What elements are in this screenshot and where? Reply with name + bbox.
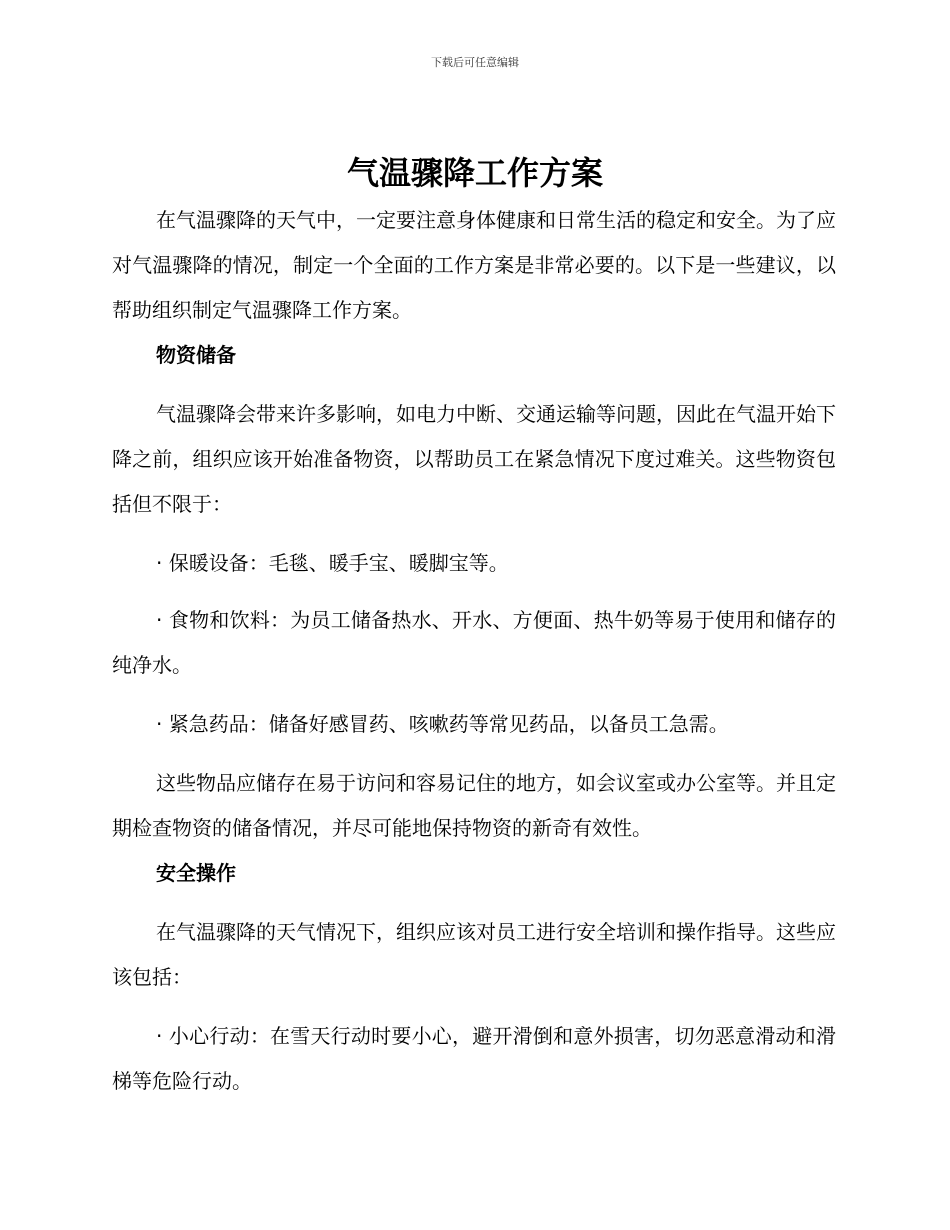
supplies-bullet-medicine: · 紧急药品：储备好感冒药、咳嗽药等常见药品，以备员工急需。 [156,712,729,736]
supplies-bullet-food: · 食物和饮料：为员工储备热水、开水、方便面、热牛奶等易于使用和储存的纯净水。 [112,608,836,677]
supplies-bullet-warmth: · 保暖设备：毛毯、暖手宝、暖脚宝等。 [156,551,509,575]
safety-bullet-careful: · 小心行动：在雪天行动时要小心，避开滑倒和意外损害，切勿恶意滑动和滑梯等危险行动。 [112,1024,836,1093]
document-title: 气温骤降工作方案 [346,154,603,192]
supplies-storage-paragraph: 这些物品应储存在易于访问和容易记住的地方，如会议室或办公室等。并且定期检查物资的储备情况，并尽可能地保持物资的新奇有效性。 [112,771,836,840]
supplies-paragraph: 气温骤降会带来许多影响，如电力中断、交通运输等问题，因此在气温开始下降之前，组织应该开始准备物资，以帮助员工在紧急情况下度过难关。这些物资包括但不限于： [112,402,836,516]
section-heading-supplies: 物资储备 [156,343,236,367]
document-body [112,198,836,1104]
page-header-note: 下载后可任意编辑 [431,56,519,69]
intro-paragraph: 在气温骤降的天气中，一定要注意身体健康和日常生活的稳定和安全。为了应对气温骤降的情况，制定一个全面的工作方案是非常必要的。以下是一些建议，以帮助组织制定气温骤降工作方案。 [112,208,836,322]
section-heading-safety: 安全操作 [156,861,236,885]
safety-paragraph: 在气温骤降的天气情况下，组织应该对员工进行安全培训和操作指导。这些应该包括： [112,920,836,989]
